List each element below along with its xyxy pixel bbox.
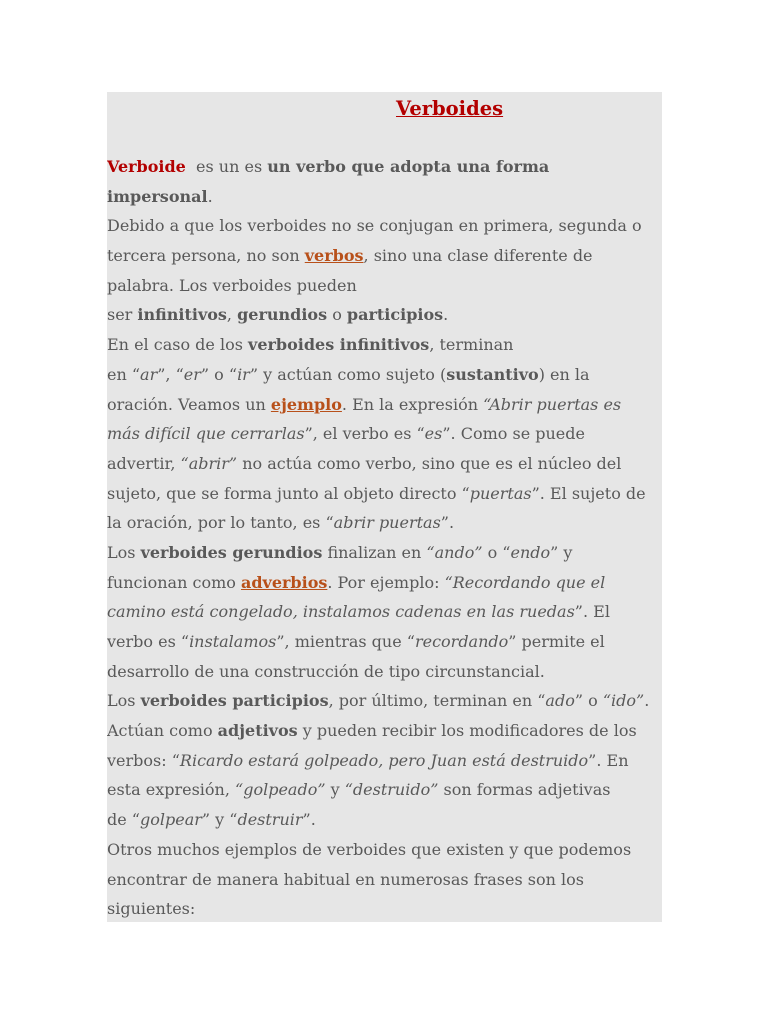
text-line — [107, 568, 662, 598]
text-segment: no actúa como verbo, sino que es el núcleo del — [237, 453, 622, 473]
text-line — [107, 716, 662, 746]
text-line — [107, 360, 662, 390]
link-verbos[interactable]: verbos — [304, 246, 364, 266]
text-line — [107, 686, 662, 716]
text-segment: tercera persona, no son — [107, 246, 305, 266]
italic-text: puertas — [469, 483, 532, 503]
term-highlight: Verboide — [107, 157, 186, 176]
text-segment: siguientes: — [107, 899, 196, 919]
italic-text: “Abrir puertas es — [483, 394, 622, 414]
bold-text: sustantivo — [446, 364, 539, 384]
text-segment: ”. El sujeto de — [531, 483, 646, 503]
text-segment: En el caso de los — [107, 335, 249, 355]
text-segment: funcionan como — [107, 572, 241, 592]
link-adverbios[interactable]: adverbios — [240, 572, 328, 592]
text-segment: , terminan — [429, 335, 514, 355]
document-title: Verboides — [396, 97, 504, 120]
italic-text: abrir puertas — [333, 513, 441, 533]
italic-text: camino está congelado, instalamos cadenas en las ruedas — [107, 602, 575, 622]
text-segment: ” y actúan como sujeto ( — [249, 364, 447, 384]
text-line — [107, 746, 662, 776]
text-line — [107, 300, 662, 330]
italic-text: recordando — [414, 632, 509, 651]
text-segment: la oración, por lo tanto, es “ — [107, 513, 334, 533]
bold-text: verboides infinitivos — [248, 335, 430, 355]
text-segment: ” o — [574, 691, 603, 711]
text-segment: ” y “ — [201, 810, 238, 830]
text-segment: , sino una clase diferente de — [363, 246, 593, 266]
text-line — [107, 805, 662, 835]
bold-text: participios — [346, 305, 444, 325]
text-segment: palabra. Los verboides pueden — [107, 275, 357, 295]
text-segment: ” permite el — [508, 632, 605, 651]
text-line — [107, 835, 662, 865]
text-segment: y — [325, 780, 345, 800]
text-line — [107, 479, 662, 509]
italic-text: “golpeado” — [235, 780, 326, 800]
text-line — [107, 449, 662, 479]
italic-text: golpear — [139, 810, 202, 830]
text-segment: sujeto, que se forma junto al objeto directo “ — [107, 483, 470, 503]
text-segment: . — [207, 186, 213, 206]
text-line — [107, 211, 662, 241]
text-line — [107, 390, 662, 420]
bold-text: verboides gerundios — [140, 542, 323, 562]
text-line — [107, 182, 662, 212]
italic-text: “abrir” — [180, 453, 238, 473]
text-segment: encontrar de manera habitual en numerosas frases son los — [107, 869, 584, 889]
text-segment: de “ — [107, 810, 140, 830]
bold-text: infinitivos — [137, 305, 227, 325]
italic-text: “ido” — [602, 691, 645, 711]
bold-text: impersonal — [107, 186, 208, 206]
text-segment: ) en la — [538, 364, 590, 384]
italic-text: ir — [237, 364, 250, 384]
text-segment: ” o “ — [200, 364, 238, 384]
text-segment: ser — [107, 305, 138, 325]
text-line — [107, 152, 662, 182]
italic-text: ar — [140, 364, 158, 384]
text-segment: , por último, terminan en “ — [328, 691, 546, 711]
text-line — [107, 627, 662, 657]
text-segment: finalizan en — [322, 542, 427, 562]
italic-text: “destruido” — [344, 780, 439, 800]
italic-text: más difícil que cerrarlas — [107, 424, 305, 444]
italic-text: “ando” — [426, 542, 483, 562]
italic-text: ado — [545, 691, 575, 711]
text-line — [107, 865, 662, 895]
text-segment: ”. Como se puede — [442, 424, 585, 444]
text-segment: y pueden recibir los modificadores de los — [297, 721, 637, 741]
link-ejemplo[interactable]: ejemplo — [270, 394, 342, 414]
bold-text: un verbo que adopta una forma — [267, 157, 550, 176]
text-line — [107, 241, 662, 271]
text-segment: . — [644, 691, 650, 711]
text-line — [107, 419, 662, 449]
text-segment: ”, “ — [157, 364, 184, 384]
text-segment: Los — [107, 691, 141, 711]
italic-text: instalamos — [189, 632, 277, 651]
text-segment: ”, mientras que “ — [276, 632, 415, 651]
text-segment: ”. El — [574, 602, 610, 622]
text-segment: oración. Veamos un — [107, 394, 271, 414]
italic-text: destruir — [237, 810, 303, 830]
document-body — [107, 152, 662, 922]
text-segment: son formas adjetivas — [438, 780, 611, 800]
text-line — [107, 330, 662, 360]
text-segment: es un es — [185, 157, 268, 176]
text-segment: . Por ejemplo: — [327, 572, 445, 592]
text-segment: Actúan como — [107, 721, 218, 741]
text-segment: ”. — [302, 810, 316, 830]
text-segment: verbos: “ — [107, 750, 180, 770]
text-line — [107, 657, 662, 687]
bold-text: adjetivos — [217, 721, 298, 741]
text-segment: Debido a que los verboides no se conjugan en primera, segunda o — [107, 216, 642, 236]
document-content — [107, 92, 662, 922]
text-segment: ”. En — [588, 750, 629, 770]
text-line — [107, 271, 662, 301]
italic-text: endo — [510, 542, 551, 562]
italic-text: er — [183, 364, 201, 384]
text-segment: o “ — [482, 542, 511, 562]
text-line — [107, 894, 662, 922]
text-segment: esta expresión, — [107, 780, 236, 800]
italic-text: es — [424, 424, 443, 444]
text-line — [107, 597, 662, 627]
text-segment: . — [443, 305, 449, 325]
text-segment: , — [226, 305, 238, 325]
text-line — [107, 775, 662, 805]
text-segment: advertir, — [107, 453, 181, 473]
text-segment: Los — [107, 542, 141, 562]
text-segment: ” y — [550, 542, 573, 562]
italic-text: “Recordando que el — [444, 572, 606, 592]
text-segment: Otros muchos ejemplos de verboides que existen y que podemos — [107, 839, 632, 859]
text-segment: en “ — [107, 364, 141, 384]
italic-text: Ricardo estará golpeado, pero Juan está destruido — [179, 750, 589, 770]
text-segment: o — [327, 305, 347, 325]
text-segment: ”, el verbo es “ — [304, 424, 425, 444]
bold-text: gerundios — [237, 305, 328, 325]
text-segment: desarrollo de una construcción de tipo circunstancial. — [107, 661, 545, 681]
text-segment: verbo es “ — [107, 632, 190, 651]
text-segment: . En la expresión — [341, 394, 484, 414]
text-line — [107, 538, 662, 568]
text-line — [107, 508, 662, 538]
bold-text: verboides participios — [140, 691, 329, 711]
text-segment: ”. — [440, 513, 455, 533]
